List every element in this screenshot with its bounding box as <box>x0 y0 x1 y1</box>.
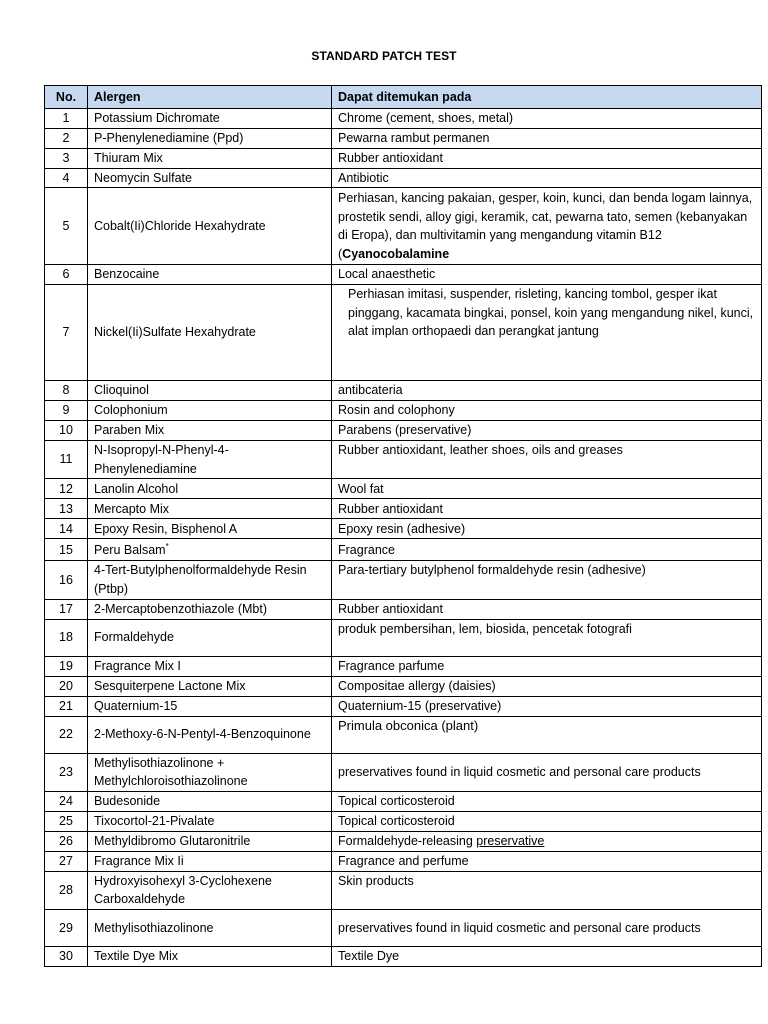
allergen-cell <box>88 539 332 561</box>
allergen-footnote-mark: * <box>165 541 169 551</box>
row-number: 21 <box>45 696 88 716</box>
found-in-cell <box>332 109 762 129</box>
found-in-text: Textile Dye <box>338 949 400 964</box>
row-number: 3 <box>45 149 88 169</box>
allergen-name: Methylisothiazolinone <box>94 920 214 935</box>
allergen-cell <box>88 401 332 421</box>
found-in-text: Quaternium-15 (preservative) <box>338 698 502 713</box>
found-in-text: Fragrance parfume <box>338 658 445 673</box>
allergen-name: Paraben Mix <box>94 423 165 438</box>
found-in-underlined: preservative <box>476 833 545 848</box>
allergen-name: N-Isopropyl-N-Phenyl-4-Phenylenediamine <box>94 443 229 476</box>
table-row <box>45 401 762 421</box>
found-in-cell <box>332 716 762 753</box>
found-in-cell <box>332 656 762 676</box>
found-in-cell <box>332 851 762 871</box>
header-allergen: Alergen <box>88 86 332 109</box>
allergen-cell <box>88 909 332 946</box>
found-in-text: Chrome (cement, shoes, metal) <box>338 111 514 126</box>
found-in-cell <box>332 599 762 619</box>
found-in-text: Pewarna rambut permanen <box>338 131 490 146</box>
allergen-cell <box>88 811 332 831</box>
allergen-name: Thiuram Mix <box>94 151 163 165</box>
found-in-cell <box>332 696 762 716</box>
allergen-name: Formaldehyde <box>94 630 174 645</box>
allergen-cell <box>88 946 332 966</box>
allergen-cell <box>88 381 332 401</box>
allergen-cell <box>88 656 332 676</box>
found-in-text: preservatives found in liquid cosmetic and personal care products <box>338 764 701 779</box>
allergen-name: Colophonium <box>94 403 168 418</box>
row-number: 25 <box>45 811 88 831</box>
table-row <box>45 129 762 149</box>
found-in-text: Rubber antioxidant <box>338 601 443 616</box>
table-row <box>45 753 762 791</box>
allergen-cell <box>88 109 332 129</box>
table-row <box>45 168 762 188</box>
found-in-cell <box>332 499 762 519</box>
row-number: 29 <box>45 909 88 946</box>
allergen-cell <box>88 265 332 285</box>
patch-test-table <box>44 85 762 967</box>
found-in-text: preservatives found in liquid cosmetic and personal care products <box>338 920 701 935</box>
found-in-text: Local anaesthetic <box>338 267 436 282</box>
allergen-name: Mercapto Mix <box>94 501 170 516</box>
row-number: 9 <box>45 401 88 421</box>
allergen-cell <box>88 619 332 656</box>
table-row <box>45 265 762 285</box>
table-row <box>45 441 762 479</box>
found-in-cell <box>332 149 762 169</box>
row-number: 7 <box>45 285 88 381</box>
found-in-cell <box>332 519 762 539</box>
row-number: 10 <box>45 421 88 441</box>
found-in-text: Rubber antioxidant <box>338 151 443 165</box>
allergen-name: Clioquinol <box>94 383 149 398</box>
allergen-name: Lanolin Alcohol <box>94 481 179 496</box>
allergen-name: 2-Mercaptobenzothiazole (Mbt) <box>94 601 267 616</box>
found-in-text: Skin products <box>338 873 414 888</box>
found-in-cell <box>332 168 762 188</box>
found-in-cell <box>332 188 762 265</box>
found-in-text: Para-tertiary butylphenol formaldehyde resin (adhesive) <box>338 563 646 578</box>
header-no: No. <box>45 86 88 109</box>
header-found-in: Dapat ditemukan pada <box>332 86 762 109</box>
row-number: 18 <box>45 619 88 656</box>
found-in-cell <box>332 421 762 441</box>
found-in-text: Topical corticosteroid <box>338 793 455 808</box>
allergen-name: Nickel(Ii)Sulfate Hexahydrate <box>94 325 256 340</box>
allergen-name: Fragrance Mix Ii <box>94 853 184 868</box>
found-in-cell <box>332 441 762 479</box>
found-in-cell <box>332 676 762 696</box>
table-row <box>45 909 762 946</box>
table-row <box>45 188 762 265</box>
table-row <box>45 499 762 519</box>
row-number: 28 <box>45 871 88 909</box>
found-in-emphasis: Cyanocobalamine <box>342 246 450 261</box>
allergen-name: Benzocaine <box>94 267 160 282</box>
allergen-name: Sesquiterpene Lactone Mix <box>94 678 246 693</box>
allergen-cell <box>88 696 332 716</box>
found-in-text: Epoxy resin (adhesive) <box>338 521 466 536</box>
found-in-text: Fragrance <box>338 542 395 557</box>
table-row <box>45 716 762 753</box>
table-row <box>45 831 762 851</box>
allergen-name: Tixocortol-21-Pivalate <box>94 813 215 828</box>
table-row <box>45 676 762 696</box>
allergen-cell <box>88 561 332 599</box>
allergen-name: 2-Methoxy-6-N-Pentyl-4-Benzoquinone <box>94 727 311 742</box>
allergen-cell <box>88 479 332 499</box>
table-row <box>45 561 762 599</box>
found-in-cell <box>332 561 762 599</box>
row-number: 30 <box>45 946 88 966</box>
allergen-name: Epoxy Resin, Bisphenol A <box>94 521 238 536</box>
allergen-name: Cobalt(Ii)Chloride Hexahydrate <box>94 218 266 233</box>
found-in-text: produk pembersihan, lem, biosida, pencetak fotografi <box>338 621 632 636</box>
allergen-cell <box>88 285 332 381</box>
table-row <box>45 619 762 656</box>
allergen-name: 4-Tert-Butylphenolformaldehyde Resin (Ptbp) <box>94 563 307 596</box>
found-in-text: Perhiasan, kancing pakaian, gesper, koin, kunci, dan benda logam lainnya, prostetik sendi, alloy gigi, keramik, cat, pewarna tato, semen (kebanyakan di Eropa), dan multivitamin yang mengandung vitamin B12 ( <box>338 191 753 261</box>
found-in-cell <box>332 831 762 851</box>
found-in-cell <box>332 539 762 561</box>
page-title: STANDARD PATCH TEST <box>311 49 457 63</box>
found-in-text: Wool fat <box>338 481 384 496</box>
row-number: 5 <box>45 188 88 265</box>
table-row <box>45 109 762 129</box>
row-number: 14 <box>45 519 88 539</box>
found-in-text: Fragrance and perfume <box>338 853 469 868</box>
row-number: 26 <box>45 831 88 851</box>
allergen-cell <box>88 791 332 811</box>
found-in-text: Compositae allergy (daisies) <box>338 678 496 693</box>
allergen-name: Potassium Dichromate <box>94 111 220 126</box>
allergen-name: Peru Balsam <box>94 542 166 557</box>
found-in-text: Topical corticosteroid <box>338 813 455 828</box>
allergen-name: Budesonide <box>94 793 161 808</box>
table-row <box>45 656 762 676</box>
table-row <box>45 946 762 966</box>
table-row <box>45 696 762 716</box>
allergen-name: Hydroxyisohexyl 3-Cyclohexene Carboxaldehyde <box>94 873 272 907</box>
row-number: 19 <box>45 656 88 676</box>
found-in-text: Rubber antioxidant <box>338 501 443 516</box>
allergen-cell <box>88 421 332 441</box>
found-in-text: Parabens (preservative) <box>338 423 472 438</box>
table-row <box>45 851 762 871</box>
row-number: 24 <box>45 791 88 811</box>
allergen-cell <box>88 676 332 696</box>
table-row <box>45 519 762 539</box>
allergen-cell <box>88 831 332 851</box>
table-row <box>45 285 762 381</box>
allergen-name: Quaternium-15 <box>94 698 178 713</box>
table-row <box>45 791 762 811</box>
table-row <box>45 599 762 619</box>
found-in-text: Perhiasan imitasi, suspender, risleting, kancing tombol, gesper ikat pinggang, kacamata bingkai, ponsel, koin yang mengandung nikel, kunci, alat implan orthopaedi dan perangkat jantung <box>348 287 754 339</box>
found-in-cell <box>332 381 762 401</box>
found-in-cell <box>332 909 762 946</box>
allergen-cell <box>88 499 332 519</box>
table-row <box>45 871 762 909</box>
allergen-name: Textile Dye Mix <box>94 949 179 964</box>
allergen-cell <box>88 871 332 909</box>
allergen-cell <box>88 851 332 871</box>
allergen-cell <box>88 149 332 169</box>
row-number: 11 <box>45 441 88 479</box>
row-number: 6 <box>45 265 88 285</box>
found-in-text: Primula obconica (plant) <box>338 717 479 733</box>
table-row <box>45 479 762 499</box>
found-in-cell <box>332 791 762 811</box>
allergen-name: Methylisothiazolinone + Methylchloroisothiazolinone <box>94 755 248 789</box>
row-number: 12 <box>45 479 88 499</box>
allergen-cell <box>88 188 332 265</box>
allergen-cell <box>88 519 332 539</box>
table-row <box>45 381 762 401</box>
row-number: 13 <box>45 499 88 519</box>
table-row <box>45 811 762 831</box>
row-number: 22 <box>45 716 88 753</box>
allergen-name: Neomycin Sulfate <box>94 170 192 185</box>
table-row <box>45 149 762 169</box>
found-in-cell <box>332 811 762 831</box>
found-in-cell <box>332 479 762 499</box>
row-number: 17 <box>45 599 88 619</box>
found-in-cell <box>332 619 762 656</box>
found-in-cell <box>332 285 762 381</box>
row-number: 23 <box>45 753 88 791</box>
found-in-text: Formaldehyde-releasing <box>338 833 477 848</box>
found-in-text: Antibiotic <box>338 170 389 185</box>
row-number: 20 <box>45 676 88 696</box>
found-in-text: antibcateria <box>338 383 403 398</box>
row-number: 1 <box>45 109 88 129</box>
allergen-cell <box>88 168 332 188</box>
found-in-cell <box>332 129 762 149</box>
row-number: 16 <box>45 561 88 599</box>
row-number: 8 <box>45 381 88 401</box>
allergen-name: Fragrance Mix I <box>94 658 181 673</box>
row-number: 15 <box>45 539 88 561</box>
allergen-cell <box>88 129 332 149</box>
row-number: 4 <box>45 168 88 188</box>
allergen-name: Methyldibromo Glutaronitrile <box>94 833 251 848</box>
found-in-cell <box>332 401 762 421</box>
table-row <box>45 539 762 561</box>
found-in-cell <box>332 871 762 909</box>
allergen-cell <box>88 441 332 479</box>
table-header-row <box>45 86 762 109</box>
row-number: 2 <box>45 129 88 149</box>
found-in-text: Rubber antioxidant, leather shoes, oils and greases <box>338 443 623 458</box>
allergen-name: P-Phenylenediamine (Ppd) <box>94 131 244 146</box>
row-number: 27 <box>45 851 88 871</box>
table-row <box>45 421 762 441</box>
found-in-cell <box>332 946 762 966</box>
allergen-cell <box>88 753 332 791</box>
allergen-cell <box>88 716 332 753</box>
found-in-cell <box>332 265 762 285</box>
found-in-text: Rosin and colophony <box>338 403 455 418</box>
found-in-cell <box>332 753 762 791</box>
allergen-cell <box>88 599 332 619</box>
